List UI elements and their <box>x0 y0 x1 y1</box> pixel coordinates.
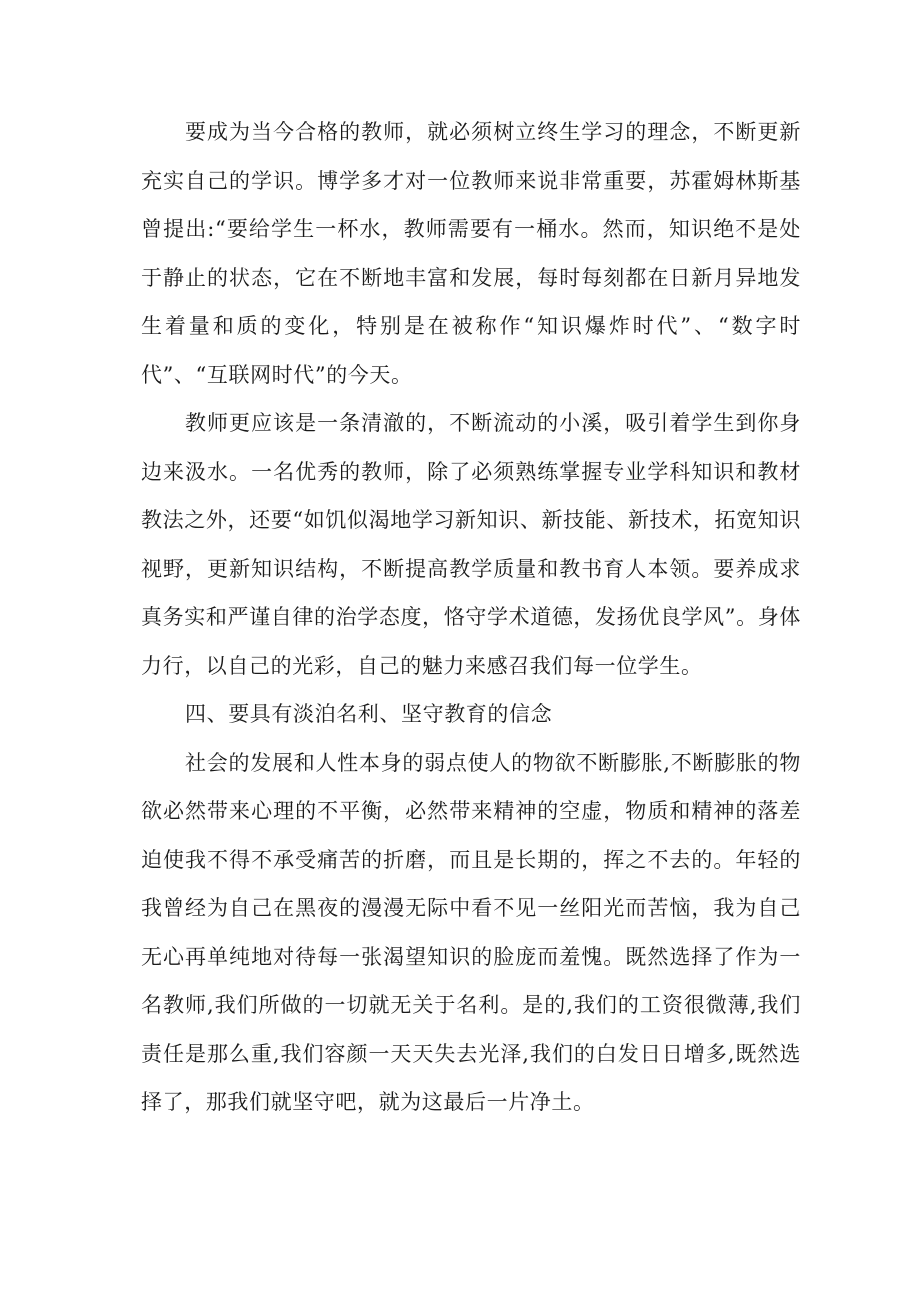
section-heading-4: 四、要具有淡泊名利、坚守教育的信念 <box>185 702 553 726</box>
paragraph-teacher-stream: 教师更应该是一条清澈的，不断流动的小溪，吸引着学生到你身边来汲水。一名优秀的教师，除了必须熟练掌握专业学科知识和教材教法之外，还要“如饥似渴地学习新知识、新技能、新技术，拓宽知识视野，更新知识结构，不断提高教学质量和教书育人本领。要养成求真务实和严谨自律的治学态度，恪守学术道德，发扬优良学风”。身体力行，以自己的光彩，自己的魅力来感召我们每一位学生。 <box>141 411 801 678</box>
paragraph-lifelong-learning: 要成为当今合格的教师，就必须树立终生学习的理念，不断更新充实自己的学识。博学多才对一位教师来说非常重要，苏霍姆林斯基曾提出:“要给学生一杯水，教师需要有一桶水。然而，知识绝不是处于静止的状态，它在不断地丰富和发展，每时每刻都在日新月异地发生着量和质的变化，特别是在被称作“知识爆炸时代”、“数字时代”、“互联网时代”的今天。 <box>141 120 801 387</box>
document-body <box>141 108 801 1127</box>
paragraph-fame-and-gain: 社会的发展和人性本身的弱点使人的物欲不断膨胀,不断膨胀的物欲必然带来心理的不平衡，必然带来精神的空虚，物质和精神的落差迫使我不得不承受痛苦的折磨，而且是长期的，挥之不去的。年轻的我曾经为自己在黑夜的漫漫无际中看不见一丝阳光而苦恼，我为自己无心再单纯地对待每一张渴望知识的脸庞而羞愧。既然选择了作为一名教师,我们所做的一切就无关于名利。是的,我们的工资很微薄,我们责任是那么重,我们容颜一天天失去光泽,我们的白发日日增多,既然选择了，那我们就坚守吧，就为这最后一片净土。 <box>141 750 801 1114</box>
